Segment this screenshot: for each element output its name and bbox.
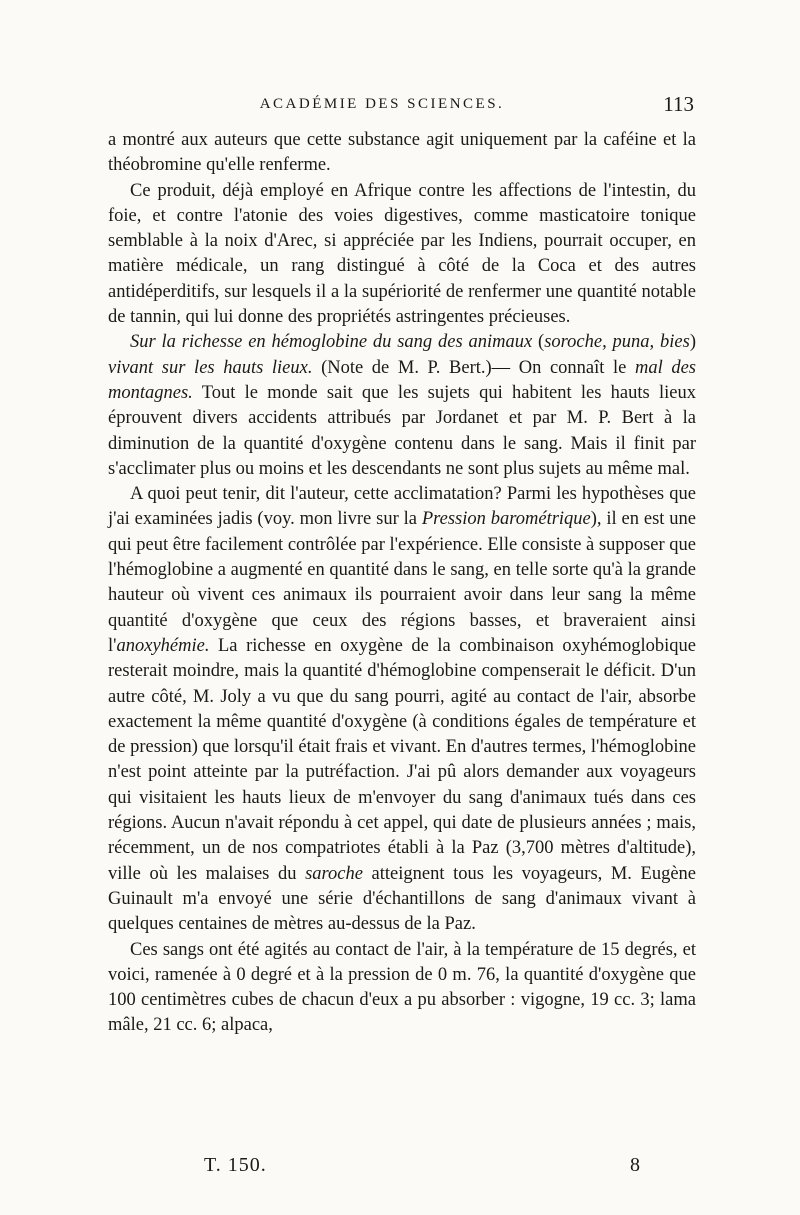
running-head: ACADÉMIE DES SCIENCES. <box>259 96 505 112</box>
italic-text: vivant sur les hauts lieux. <box>108 357 313 378</box>
paragraph <box>108 330 696 482</box>
italic-text: Pression barométrique <box>421 509 591 530</box>
italic-text: saroche <box>305 863 363 884</box>
text-run: La richesse en oxygène de la combinaison oxyhémoglobique resterait moindre, mais la quantité d'hémoglobine compenserait le déficit. D'un autre côté, M. Joly a vu que du sang pourri, agité au contact de l'air, absorbe exactement la même quantité d'oxygène (à conditions égales de température et de pression) que lorsqu'il était frais et vivant. En d'autres termes, l'hémoglobine n'est point atteinte par la putréfaction. J'ai pû alors demander aux voyageurs qui visitaient les hauts lieux de m'envoyer du sang d'animaux tués dans ces régions. Aucun n'avait répondu à cet appel, qui date de plusieurs années ; mais, récemment, un de nos compatriotes établi à la Paz (3,700 mètres d'altitude), ville où les malaises du <box>108 635 696 884</box>
text-run: ( <box>532 332 545 353</box>
text-run: Tout le monde sait que les sujets qui habitent les hauts lieux éprouvent divers accidents attribués par Jordanet et par M. P. Bert à la diminution de la quantité d'oxygène contenu dans le sang. Mais il finit par s'acclimater plus ou moins et les descendants ne sont plus sujets au même mal. <box>108 382 696 479</box>
paragraph <box>108 128 696 179</box>
page-header <box>108 92 696 128</box>
text-run: atteignent tous les voyageurs, M. Eugène Guinault m'a envoyé une série d'échantillons de sang d'animaux vivant à quelques centaines de mètres au-dessus de la Paz. <box>108 863 696 935</box>
italic-text: Sur la richesse en hémoglobine du sang des animaux <box>130 332 533 353</box>
text-run: A quoi peut tenir, dit l'auteur, cette acclimatation? Parmi les hypothèses que j'ai examinées jadis (voy. mon livre sur la <box>108 484 696 530</box>
text-run: Ce produit, déjà employé en Afrique contre les affections de l'intestin, du foie, et contre l'atonie des voies digestives, comme masticatoire tonique semblable à la noix d'Arec, si appréciée par les Indiens, pourrait occuper, en matière médicale, un rang distingué à côté de la Coca et des autres antidéperditifs, sur lesquels il a la supériorité de renfermer une quantité notable de tannin, qui lui donne des propriétés astringentes précieuses. <box>108 180 696 328</box>
italic-text: soroche, puna, bies <box>544 332 690 353</box>
text-run: Ces sangs ont été agités au contact de l'air, à la température de 15 degrés, et voici, ramenée à 0 degré et à la pression de 0 m. 76, la quantité d'oxygène que 100 centimètres cubes de chacun d'eux a pu absorber : vigogne, 19 cc. 3; lama mâle, 21 cc. 6; alpaca, <box>108 939 696 1036</box>
paragraph <box>108 179 696 331</box>
text-run: ), il en est une qui peut être facilement contrôlée par l'expérience. Elle consiste à supposer que l'hémoglobine a augmenté en quantité dans le sang, en telle sorte qu'à la grande hauteur où vivent ces animaux ils pourraient avoir dans leur sang la même quantité d'oxygène que ceux des régions basses, et braveraient ainsi l' <box>108 509 696 656</box>
signature-mark: 8 <box>630 1154 640 1176</box>
italic-text: mal des montagnes. <box>108 357 696 403</box>
text-run: ) <box>689 332 696 353</box>
text-run: a montré aux auteurs que cette substance agit uniquement par la caféine et la théobromine qu'elle renferme. <box>108 130 696 176</box>
page-footer <box>108 1154 696 1182</box>
body-text <box>108 128 696 1039</box>
paragraph <box>108 938 696 1039</box>
italic-text: anoxyhémie. <box>116 635 210 656</box>
page-number: 113 <box>663 92 694 116</box>
paragraph <box>108 482 696 937</box>
text-run: (Note de M. P. Bert.)— On connaît le <box>312 357 635 378</box>
page <box>108 92 696 1202</box>
volume-number: T. 150. <box>204 1154 267 1176</box>
